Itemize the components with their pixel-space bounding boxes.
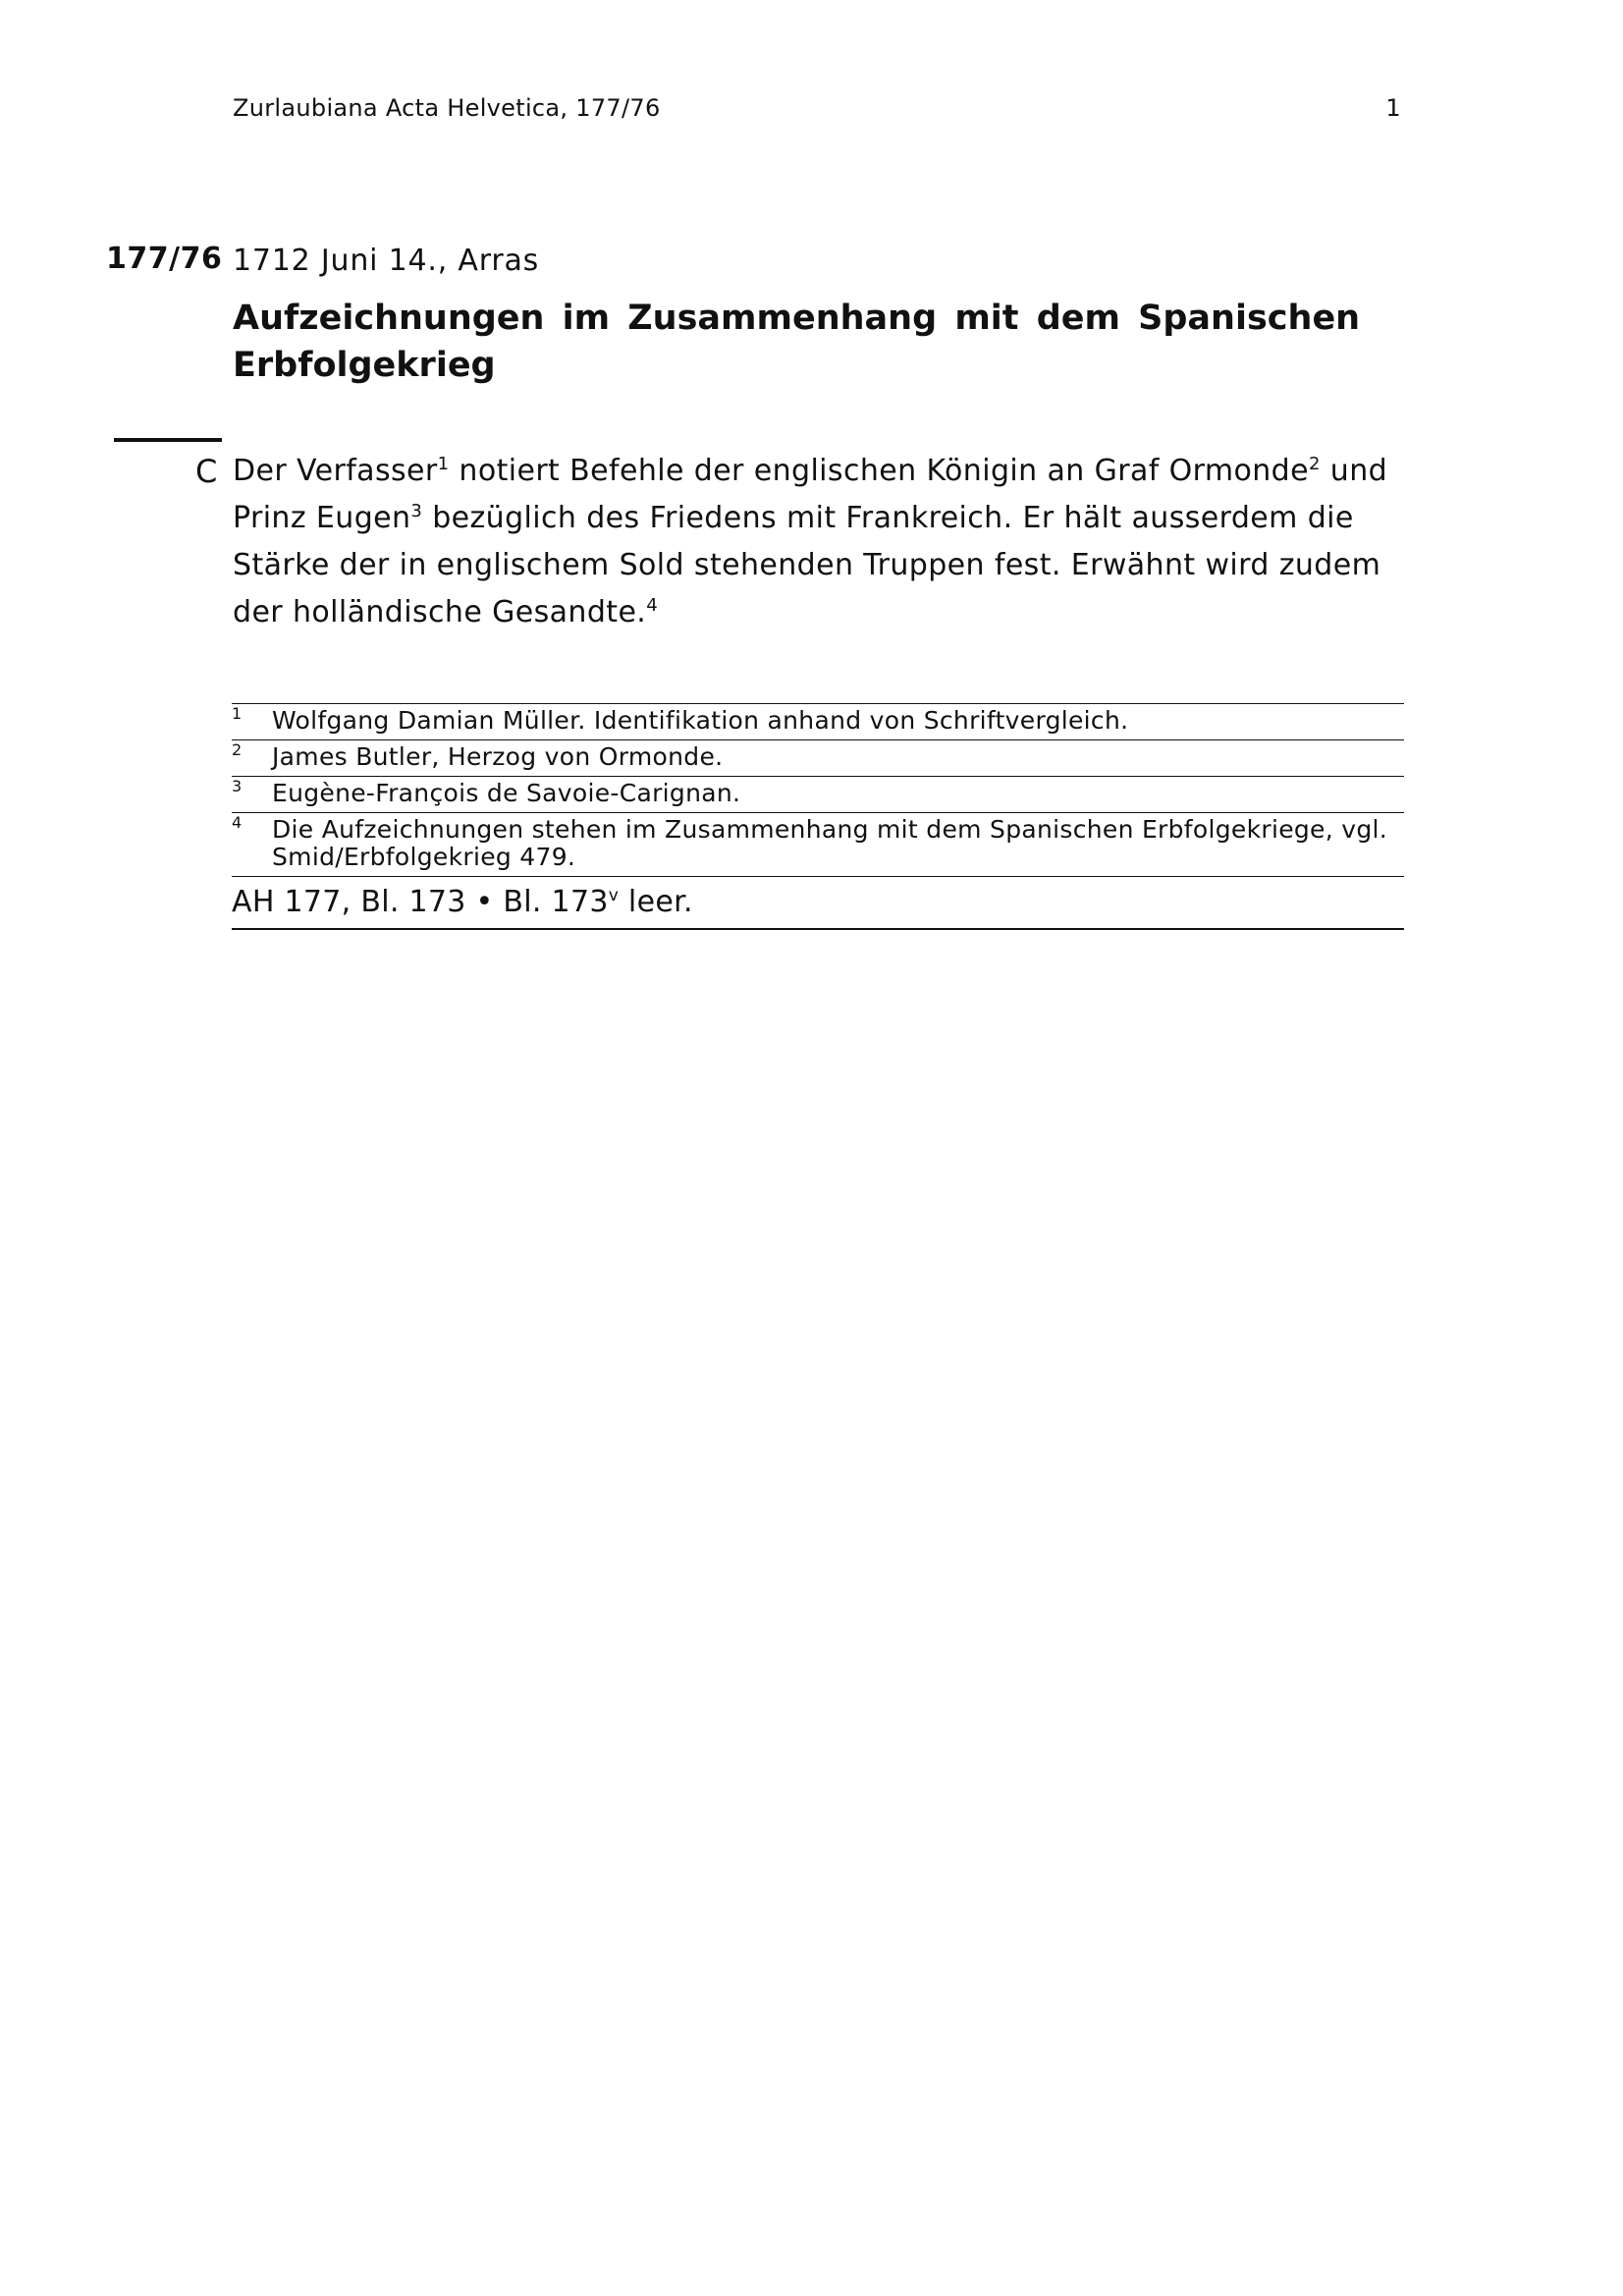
- footnote-text: Wolfgang Damian Müller. Identifikation anhand von Schriftvergleich.: [272, 706, 1129, 735]
- source-text-2: leer.: [619, 885, 693, 919]
- footnote-ref-2[interactable]: 2: [1308, 454, 1321, 474]
- footnote: [232, 776, 1404, 812]
- regest-part-1: Der Verfasser: [233, 454, 438, 488]
- section-divider: [114, 438, 222, 442]
- page-number: 1: [1385, 94, 1401, 122]
- footnote: [232, 703, 1404, 739]
- footnote-ref-3[interactable]: 3: [410, 501, 423, 521]
- document-date-place: 1712 Juni 14., Arras: [233, 244, 540, 278]
- footnotes-apparatus: [232, 703, 1404, 930]
- copy-marker: C: [195, 453, 218, 490]
- verso-mark: v: [608, 886, 620, 905]
- document-title: Aufzeichnungen im Zusammenhang mit dem Spanischen Erbfolgekrieg: [233, 299, 1361, 385]
- footnote: [232, 739, 1404, 776]
- footnote-text: Die Aufzeichnungen stehen im Zusammenhang mit dem Spanischen Erbfolgekriege, vgl. Smid/Erbfolgekrieg 479.: [272, 815, 1387, 871]
- footnote-text: James Butler, Herzog von Ormonde.: [272, 742, 724, 771]
- document-number: 177/76: [106, 242, 223, 276]
- regest-part-4: bezüglich des Friedens mit Frankreich. Er hält ausserdem die Stärke der in englischem Sold stehenden Truppen fest. Erwähnt wird zudem der holländische Gesandte.: [233, 501, 1381, 629]
- regest-text: [233, 448, 1411, 636]
- footnote-text: Eugène-François de Savoie-Carignan.: [272, 779, 741, 807]
- source-reference: [232, 876, 1404, 930]
- source-text-1: AH 177, Bl. 173 • Bl. 173: [232, 885, 609, 919]
- regest-part-2: notiert Befehle der englischen Königin an Graf Ormonde: [449, 454, 1309, 488]
- footnote-mark: 4: [232, 813, 243, 832]
- regest-part-3: und Prinz Eugen: [233, 454, 1388, 535]
- footnote-ref-1[interactable]: 1: [437, 454, 450, 474]
- running-header: [233, 94, 1401, 122]
- footnote-ref-4[interactable]: 4: [646, 595, 659, 616]
- footnote-mark: 1: [232, 704, 243, 723]
- footnote-mark: 2: [232, 740, 243, 759]
- footnote: [232, 812, 1404, 876]
- running-title: Zurlaubiana Acta Helvetica, 177/76: [233, 94, 661, 122]
- footnote-mark: 3: [232, 777, 243, 795]
